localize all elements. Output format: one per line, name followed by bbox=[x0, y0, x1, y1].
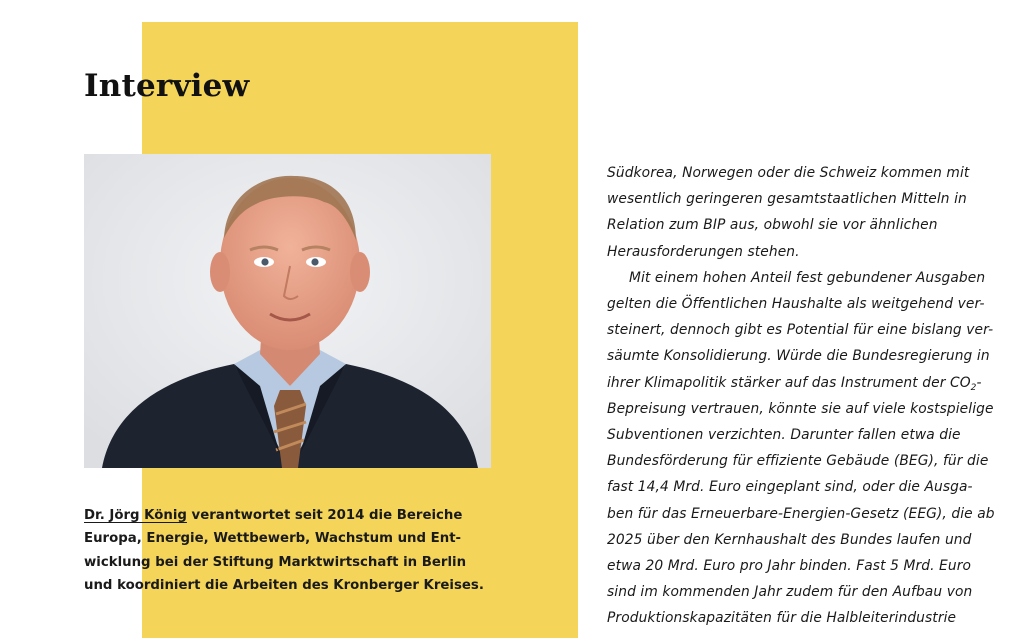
caption-line-3: wicklung bei der Stiftung Marktwirtschaft in Berlin bbox=[84, 554, 467, 570]
body-line: Produktionskapazitäten für die Halbleiterindustrie bbox=[607, 610, 957, 627]
body-line: Bepreisung vertrauen, könnte sie auf viele kostspielige bbox=[607, 400, 994, 417]
portrait-photo bbox=[84, 154, 491, 468]
body-line: ihrer Klimapolitik stärker auf das Instrument der CO bbox=[607, 374, 971, 391]
caption-line-1: verantwortet seit 2014 die Bereiche bbox=[186, 508, 463, 523]
body-line: ben für das Erneuerbare-Energien-Gesetz (EEG), die ab bbox=[607, 505, 995, 522]
body-line: Subventionen verzichten. Darunter fallen etwa die bbox=[607, 427, 961, 444]
body-line: Mit einem hohen Anteil fest gebundener Ausgaben bbox=[629, 269, 986, 286]
body-line: Südkorea, Norwegen oder die Schweiz kommen mit bbox=[607, 165, 970, 181]
body-line: steinert, dennoch gibt es Potential für eine bislang ver- bbox=[607, 322, 994, 339]
author-name: Dr. Jörg König bbox=[84, 508, 187, 523]
caption-line-4: und koordiniert die Arbeiten des Kronberger Kreises. bbox=[84, 578, 484, 594]
body-line: etwa 20 Mrd. Euro pro Jahr binden. Fast 5 Mrd. Euro bbox=[607, 558, 972, 575]
body-line: Relation zum BIP aus, obwohl sie vor ähnlichen bbox=[607, 217, 938, 234]
body-line: wesentlich geringeren gesamtstaatlichen Mitteln in bbox=[607, 191, 967, 208]
section-heading: Interview bbox=[84, 68, 250, 104]
body-line: fast 14,4 Mrd. Euro eingeplant sind, oder die Ausga- bbox=[607, 479, 973, 496]
body-line: Herausforderungen stehen. bbox=[607, 243, 800, 260]
co2-subscript: 2 bbox=[970, 382, 977, 393]
body-line: 2025 über den Kernhaushalt des Bundes laufen und bbox=[607, 531, 972, 548]
body-line: säumte Konsolidierung. Würde die Bundesregierung in bbox=[607, 348, 990, 365]
caption-line-2: Europa, Energie, Wettbewerb, Wachstum und Ent- bbox=[84, 531, 462, 547]
body-line: gelten die Öffentlichen Haushalte als weitgehend ver- bbox=[607, 296, 985, 313]
body-line: Bundesförderung für effiziente Gebäude (BEG), für die bbox=[607, 453, 989, 470]
portrait-illustration bbox=[84, 154, 491, 468]
body-line: sind im kommenden Jahr zudem für den Aufbau von bbox=[607, 584, 973, 601]
article-body bbox=[607, 160, 1017, 632]
body-line: - bbox=[976, 374, 982, 391]
author-caption bbox=[84, 504, 504, 598]
